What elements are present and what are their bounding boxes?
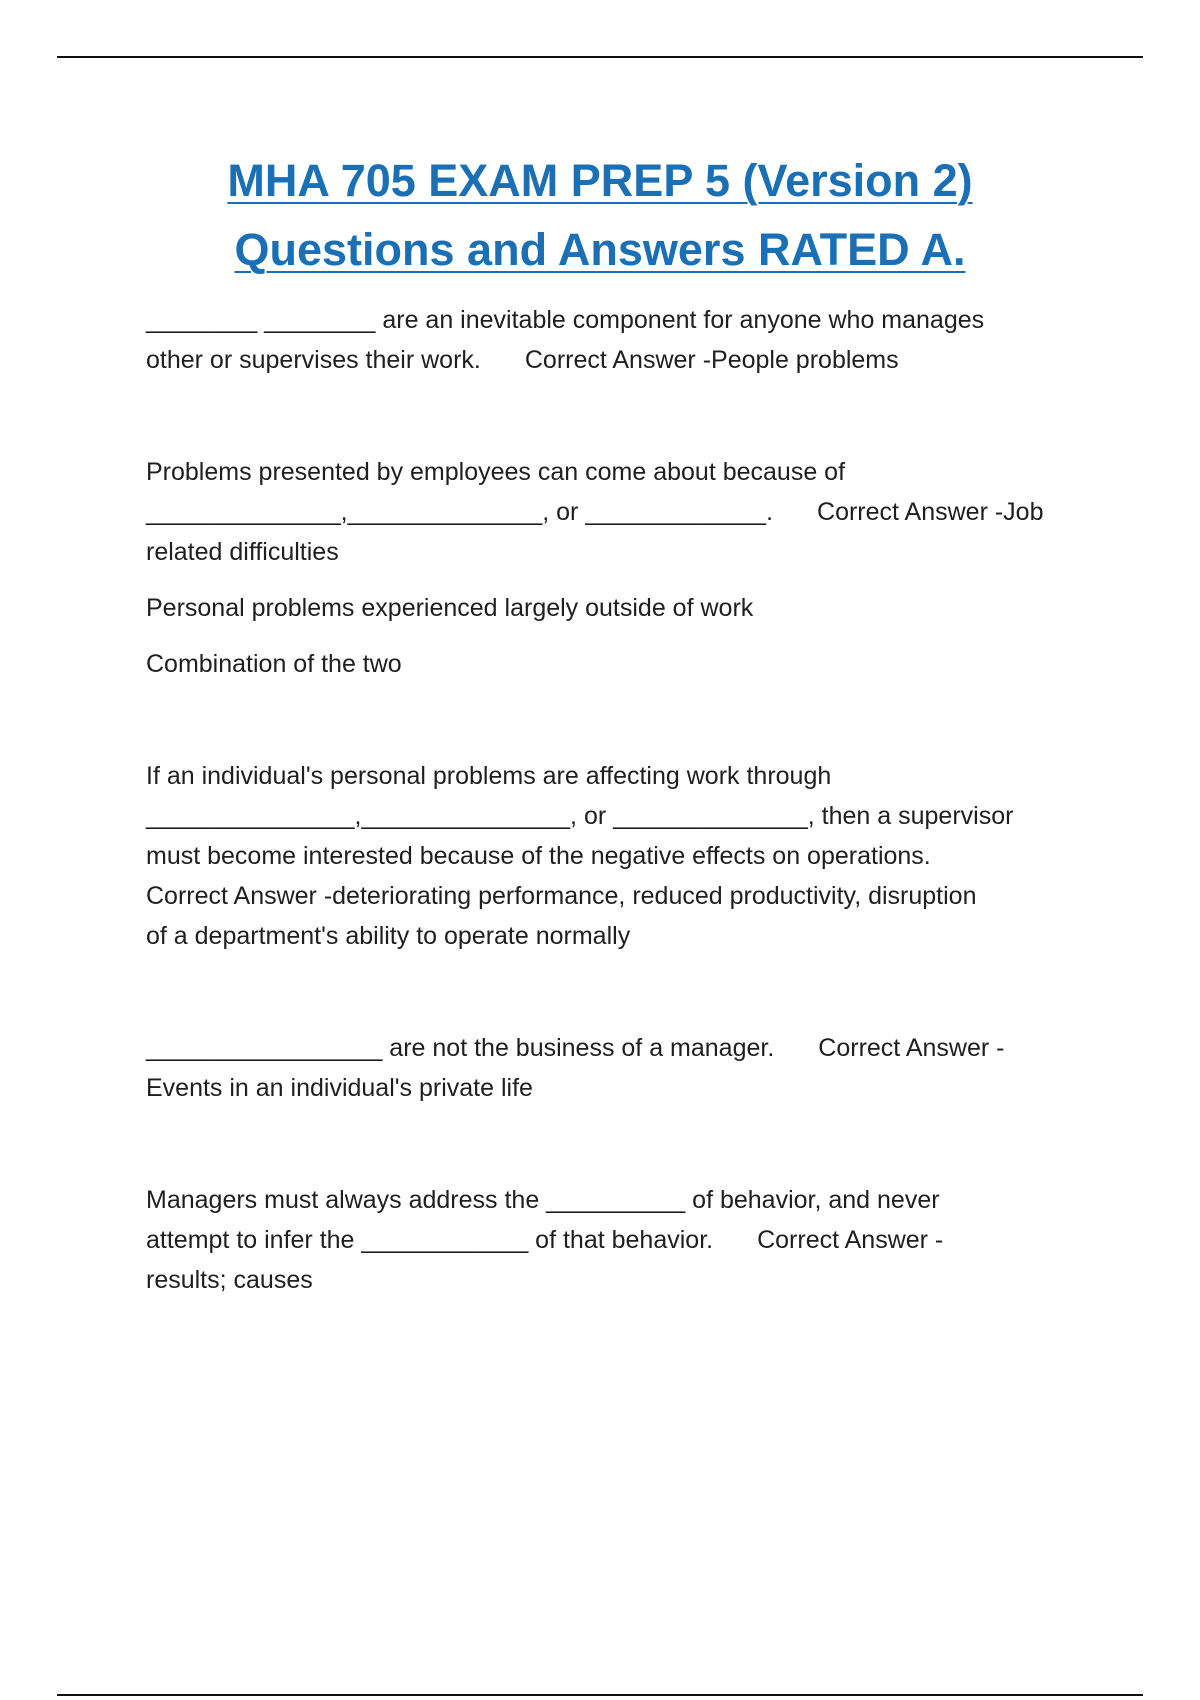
question-answer-line: [146, 1220, 1096, 1260]
question-line: Problems presented by employees can come about because of: [146, 458, 846, 486]
top-rule: [57, 56, 1143, 58]
qa-item-4: [146, 1028, 1096, 1108]
question-line: Managers must always address the __________ of behavior, and never: [146, 1186, 940, 1214]
question-line: _______________,_______________, or ______________, then a supervisor: [146, 802, 1014, 830]
answer-line: Correct Answer -deteriorating performance, reduced productivity, disruption: [146, 882, 977, 910]
question-answer-line: [146, 1028, 1096, 1068]
qa-item-5: [146, 1180, 1096, 1300]
question-text: _________________ are not the business of a manager.: [146, 1034, 775, 1062]
correct-answer: Correct Answer -: [757, 1226, 944, 1254]
question-answer-line: [146, 492, 1096, 532]
qa-item-1: [146, 300, 1096, 380]
question-line: ________ ________ are an inevitable component for anyone who manages: [146, 306, 985, 334]
correct-answer: Correct Answer -People problems: [524, 346, 899, 374]
bottom-rule: [57, 1694, 1143, 1696]
answer-line: results; causes: [146, 1266, 313, 1294]
answer-line: Personal problems experienced largely outside of work: [146, 594, 754, 622]
answer-line: of a department's ability to operate normally: [146, 922, 631, 950]
correct-answer: Correct Answer -Job: [817, 498, 1044, 526]
qa-content: [146, 300, 1096, 1300]
answer-line: Events in an individual's private life: [146, 1074, 533, 1102]
correct-answer: Correct Answer -: [818, 1034, 1005, 1062]
document-title: [0, 146, 1200, 284]
question-answer-line: [146, 340, 1096, 380]
question-text: attempt to infer the ____________ of that behavior.: [146, 1226, 714, 1254]
question-text: ______________,______________, or _____________.: [146, 498, 774, 526]
question-line: must become interested because of the negative effects on operations.: [146, 842, 931, 870]
qa-item-2: [146, 452, 1096, 684]
question-text: other or supervises their work.: [146, 346, 481, 374]
question-line: If an individual's personal problems are affecting work through: [146, 762, 832, 790]
qa-item-3: [146, 756, 1096, 956]
answer-line: Combination of the two: [146, 650, 402, 678]
title-line-1: MHA 705 EXAM PREP 5 (Version 2): [227, 155, 973, 206]
title-line-2: Questions and Answers RATED A.: [234, 224, 966, 275]
answer-line: related difficulties: [146, 538, 339, 566]
